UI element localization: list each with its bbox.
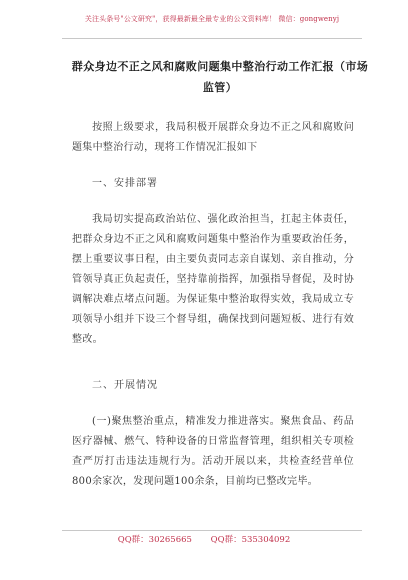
intro-paragraph: [72, 118, 354, 158]
section-1-heading: 一、安排部署: [92, 178, 158, 189]
section-2-paragraph: [72, 412, 354, 492]
header-banner: [62, 9, 362, 39]
footer-qq-group-2: QQ群：535304092: [210, 535, 291, 545]
section-1-text: 我局切实提高政治站位、强化政治担当，扛起主体责任，把群众身边不正之风和腐败问题集中整治作为重要政治任务，摆上重要议事日程，由主要负责同志亲自谋划、亲自推动，分管领导真正负起责任，坚持靠前指挥，加强指导督促，及时协调解决难点堵点问题。为保证集中整治取得实效，我局成立专项领导小组并下设三个督导组，确保找到问题短板、进行有效整改。: [72, 214, 354, 345]
footer: [0, 533, 408, 547]
section-2-heading: 二、开展情况: [92, 380, 158, 391]
footer-qq-group-1: QQ群：30265665: [117, 535, 192, 545]
footer-divider: [62, 530, 362, 531]
intro-text: 按照上级要求，我局积极开展群众身边不正之风和腐败问题集中整治行动，现将工作情况汇报如下: [72, 122, 354, 153]
section-2-text: (一)聚焦整治重点，精准发力推进落实。聚焦食品、药品医疗器械、燃气、特种设备的日常监督管理，组织相关专项检查严厉打击违法违规行为。活动开展以来，共检查经营单位800余家次，发现问题100余条，目前均已整改完毕。: [72, 416, 354, 487]
section-1-paragraph: [72, 210, 354, 350]
document-title: 群众身边不正之风和腐败问题集中整治行动工作汇报（市场监管）: [71, 60, 369, 94]
header-banner-text: 关注头条号"公文研究"，获得最新最全最专业的公文资料库！ 微信：gongwenyj: [84, 15, 340, 23]
